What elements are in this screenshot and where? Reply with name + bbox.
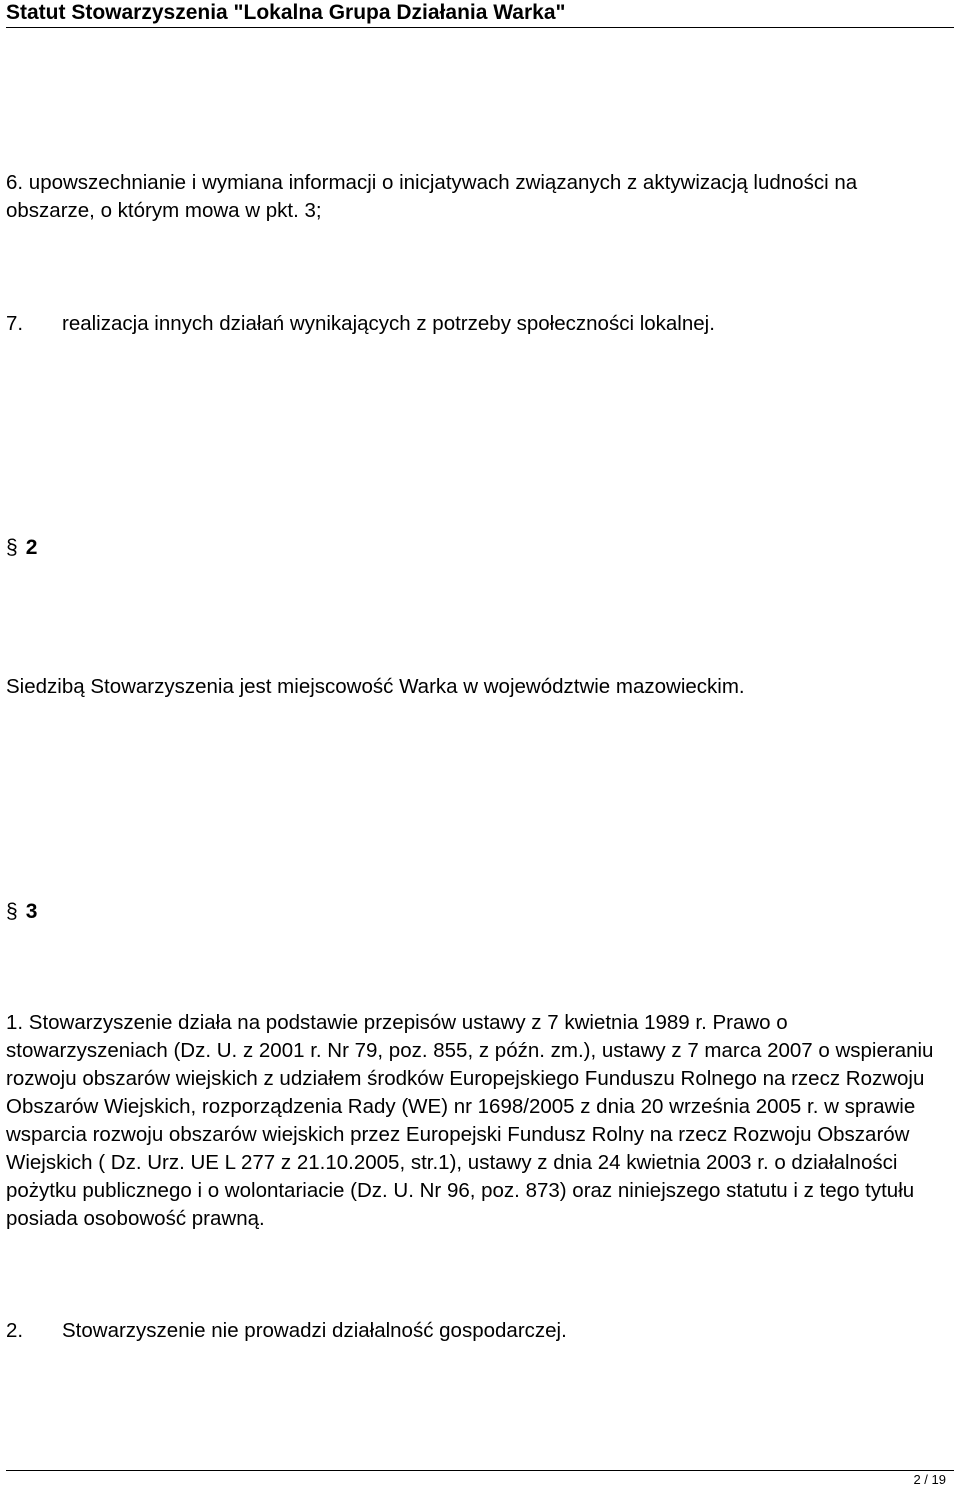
section-heading-2	[6, 534, 37, 562]
list-item-2	[6, 1317, 951, 1345]
list-item-7	[6, 310, 951, 338]
section-mark-icon: §	[6, 900, 18, 923]
paragraph-legal-basis: 1. Stowarzyszenie działa na podstawie przepisów ustawy z 7 kwietnia 1989 r. Prawo o stowarzyszeniach (Dz. U. z 2001 r. Nr 79, poz. 855, z późn. zm.), ustawy z 7 marca 2007 o wspieraniu rozwoju obszarów wiejskich z udziałem środków Europejskiego Funduszu Rolnego na rzecz Rozwoju Obszarów Wiejskich, rozporządzenia Rady (WE) nr 1698/2005 z dnia 20 września 2005 r. w sprawie wsparcia rozwoju obszarów wiejskich przez Europejski Fundusz Rolny na rzecz Rozwoju Obszarów Wiejskich ( Dz. Urz. UE L 277 z 21.10.2005, str.1), ustawy z dnia 24 kwietnia 2003 r. o działalności pożytku publicznego i o wolontariacie (Dz. U. Nr 96, poz. 873) oraz niniejszego statutu i z tego tytułu posiada osobowość prawną.	[6, 1011, 934, 1230]
page-header	[6, 0, 954, 27]
list-item-text: realizacja innych działań wynikających z potrzeby społeczności lokalnej.	[62, 312, 715, 335]
list-item-text: Stowarzyszenie nie prowadzi działalność gospodarczej.	[62, 1319, 567, 1342]
list-item-number: 7.	[6, 312, 24, 335]
section-mark-icon: §	[6, 536, 18, 559]
header-divider	[6, 27, 954, 28]
list-item-number: 2.	[6, 1319, 24, 1342]
paragraph-item-6: 6. upowszechnianie i wymiana informacji o inicjatywach związanych z aktywizacją ludności na obszarze, o którym mowa w pkt. 3;	[6, 171, 858, 222]
paragraph-seat: Siedzibą Stowarzyszenia jest miejscowość Warka w województwie mazowieckim.	[6, 675, 745, 698]
section-number: 2	[25, 536, 38, 559]
section-number: 3	[25, 900, 38, 923]
page-number: 2 / 19	[913, 1472, 946, 1487]
section-heading-3	[6, 898, 37, 926]
footer-divider	[6, 1470, 954, 1471]
document-title: Statut Stowarzyszenia "Lokalna Grupa Działania Warka"	[6, 1, 566, 24]
